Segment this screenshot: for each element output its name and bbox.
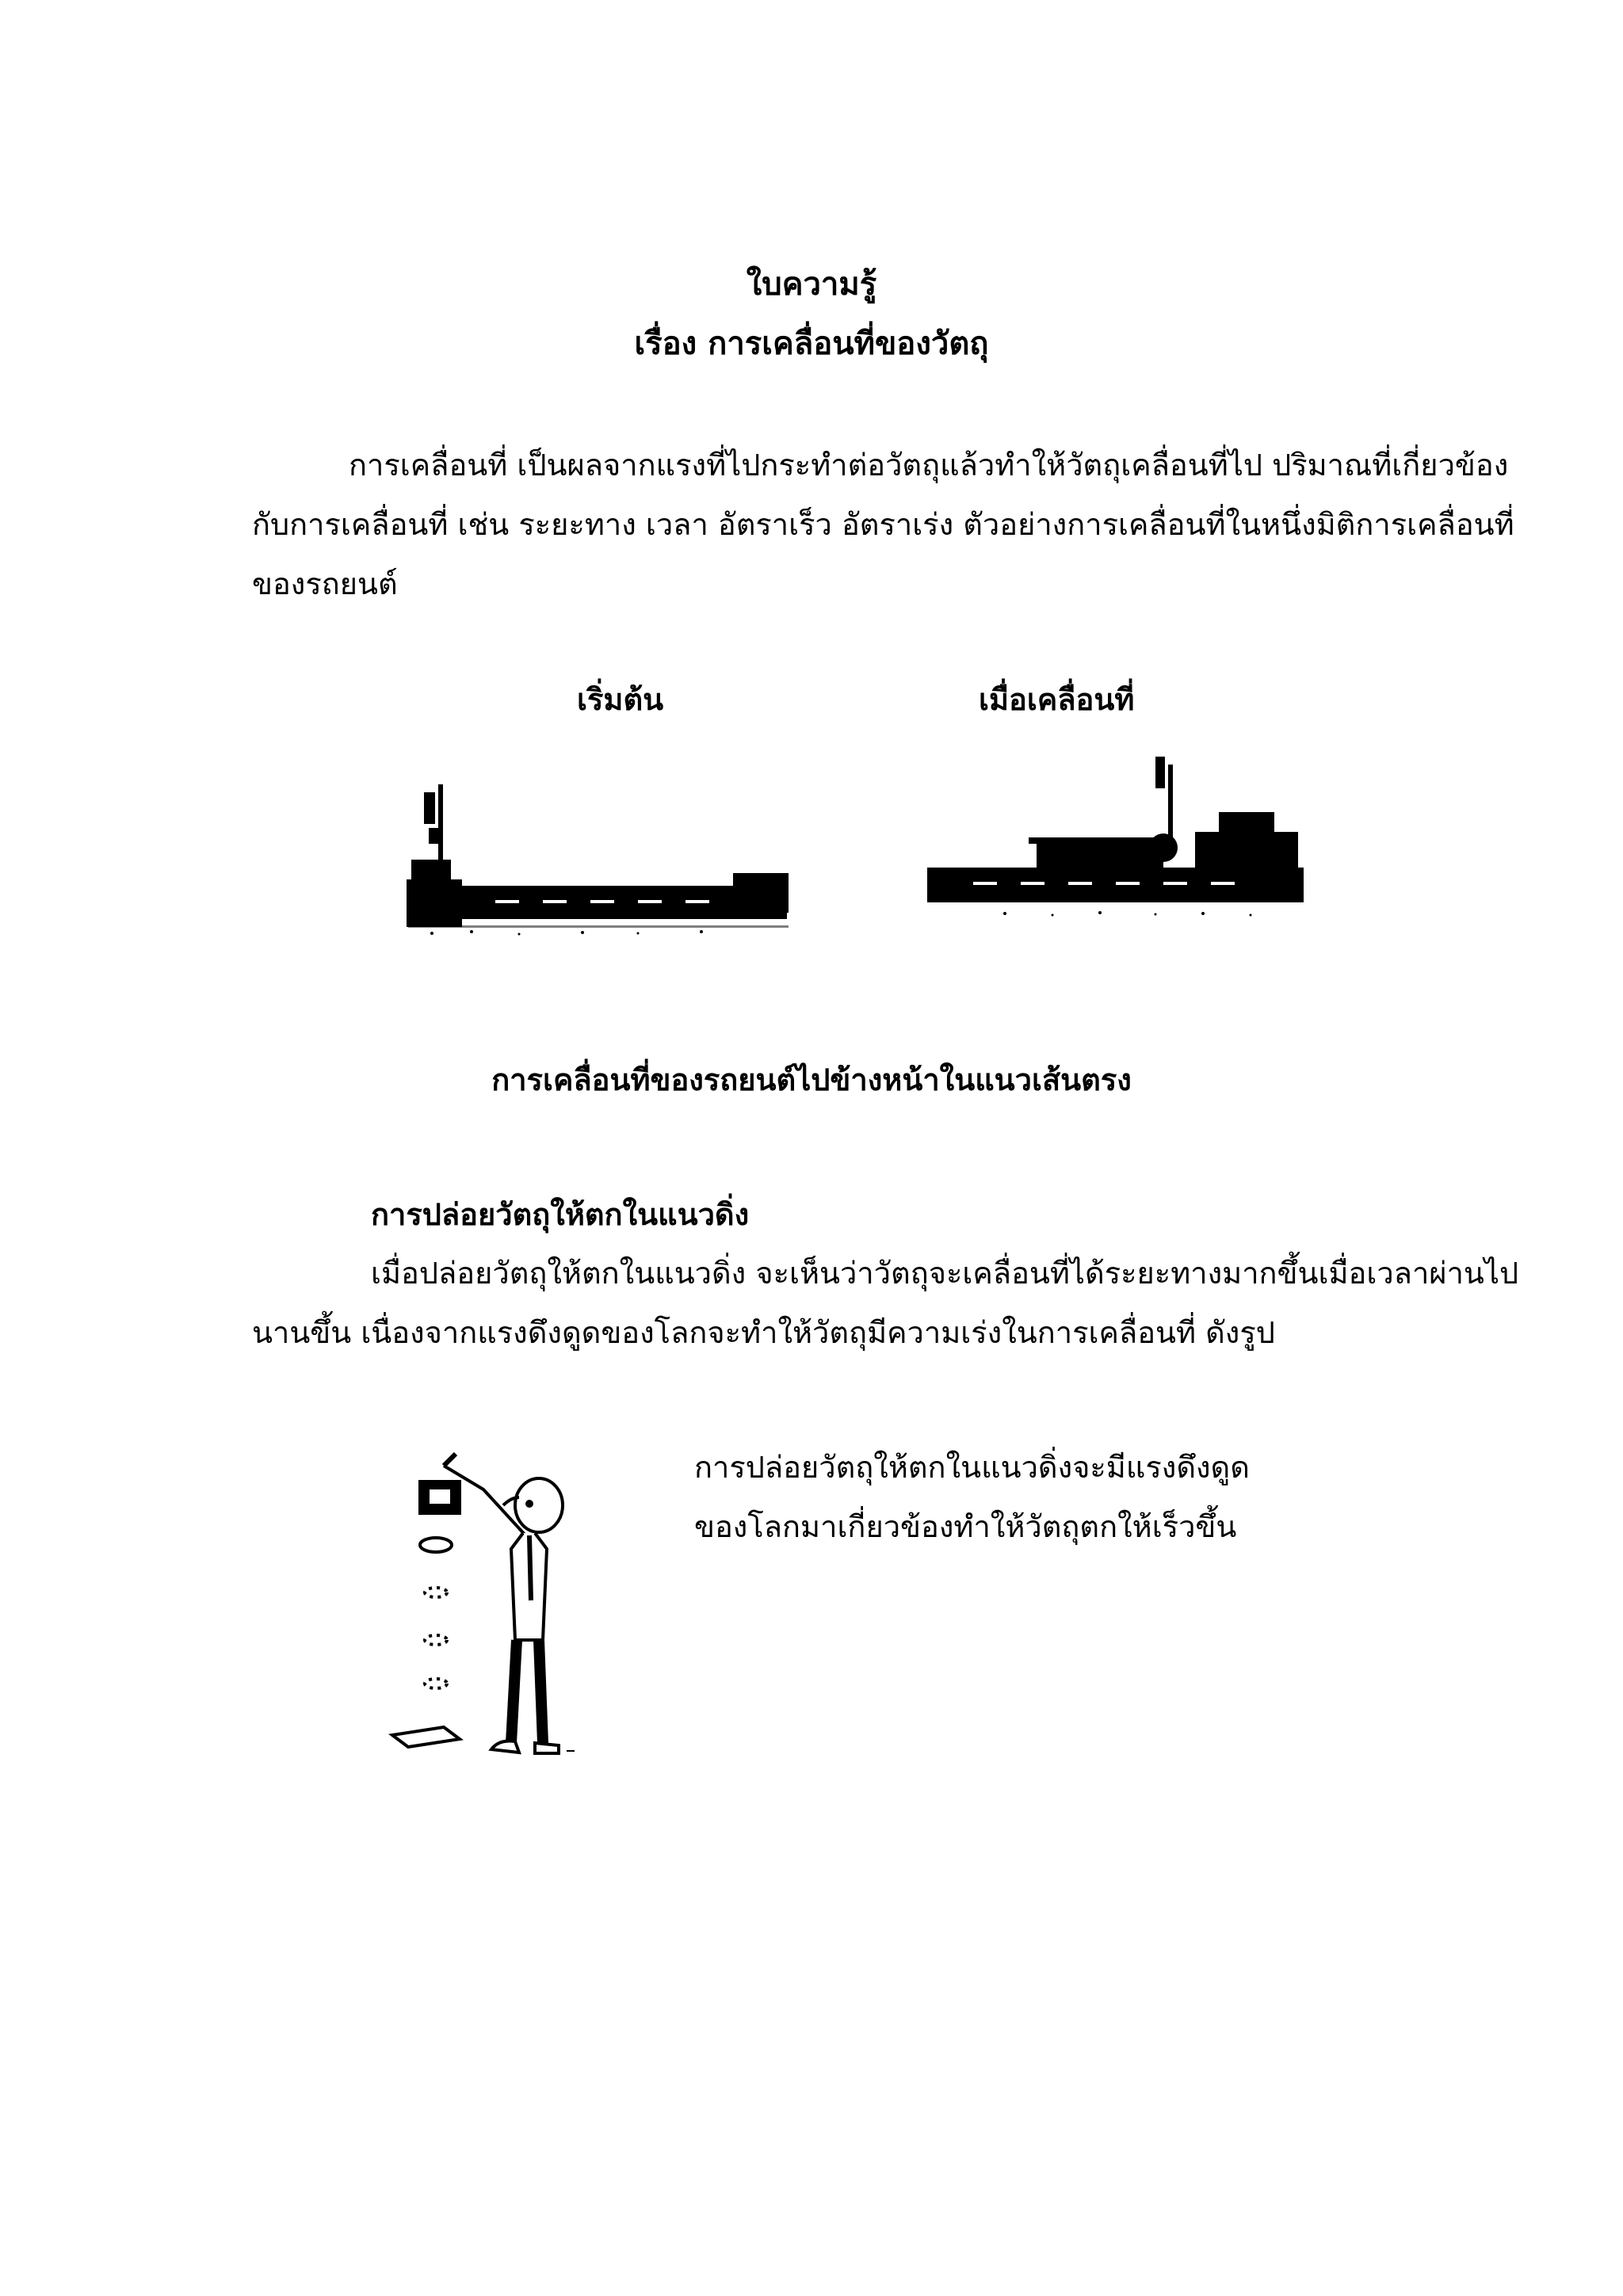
drop-figure-caption-line-1: การปล่อยวัตถุให้ตกในแนวดิ่งจะมีแรงดึงดูด	[694, 1450, 1250, 1485]
label-moving: เมื่อเคลื่อนที่	[979, 681, 1135, 717]
person-dropping-object-illustration	[380, 1442, 586, 1775]
car-moving-illustration	[926, 757, 1306, 931]
drop-line-1: เมื่อปล่อยวัตถุให้ตกในแนวดิ่ง จะเห็นว่าวัตถุจะเคลื่อนที่ได้ระยะทางมากขึ้นเมื่อเวลาผ่านไป	[371, 1256, 1519, 1291]
car-figure-caption: การเคลื่อนที่ของรถยนต์ไปข้างหน้าในแนวเส้นตรง	[491, 1062, 1132, 1097]
intro-line-3: ของรถยนต์	[252, 566, 398, 601]
intro-line-2: กับการเคลื่อนที่ เช่น ระยะทาง เวลา อัตราเร็ว อัตราเร่ง ตัวอย่างการเคลื่อนที่ในหนึ่งมิติการเคลื่อนที่	[252, 507, 1514, 542]
drop-figure-caption-line-2: ของโลกมาเกี่ยวข้องทำให้วัตถุตกให้เร็วขึ้น	[694, 1509, 1237, 1544]
page-title: ใบความรู้	[746, 265, 877, 303]
label-start: เริ่มต้น	[577, 681, 664, 717]
intro-line-1: การเคลื่อนที่ เป็นผลจากแรงที่ไปกระทำต่อวัตถุแล้วทำให้วัตถุเคลื่อนที่ไป ปริมาณที่เกี่ยวข้อง	[349, 448, 1509, 482]
section-heading-drop: การปล่อยวัตถุให้ตกในแนวดิ่ง	[371, 1196, 750, 1232]
drop-line-2: นานขึ้น เนื่องจากแรงดึงดูดของโลกจะทำให้วัตถุมีความเร่งในการเคลื่อนที่ ดังรูป	[252, 1315, 1275, 1350]
page-subtitle: เรื่อง การเคลื่อนที่ของวัตถุ	[634, 325, 989, 362]
car-start-illustration	[400, 784, 796, 951]
